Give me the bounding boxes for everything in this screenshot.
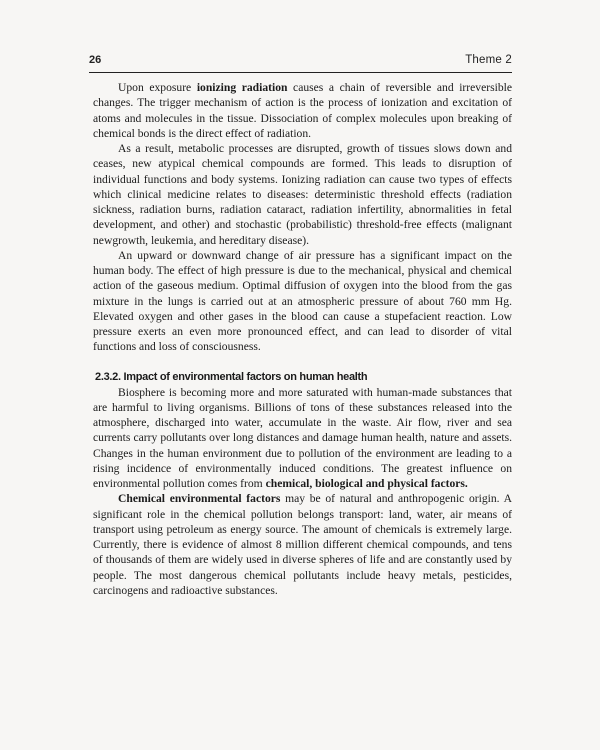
term-chemical-factors: Chemical environmental factors xyxy=(118,492,281,506)
paragraph-ionizing-radiation: Upon exposure ionizing radiation causes a chain of reversible and irreversible changes. The trigger mechanism of action is the process of ionization and excitation of atoms and molecules in the tissue. Dissociation of complex molecules upon breaking of chemical bonds is the direct effect of radiation. xyxy=(93,81,513,140)
term-ionizing-radiation: ionizing radiation xyxy=(196,81,288,94)
paragraph-chemical-factors: Chemical environmental factors may be of natural and anthropogenic origin. A significant role in the chemical pollution belongs transport: land, water, air means of transport using petroleum as energy source. The amount of chemicals is extremely large. Currently, there is evidence of almost 8 million different chemical compounds, and tens of thousands of them are widely used in diverse spheres of life and are constantly used by people. The most dangerous chemical pollutants include heavy metals, pesticides, carcinogens and radioactive substances. xyxy=(93,492,512,597)
header-rule xyxy=(89,72,512,73)
page-number: 26 xyxy=(89,54,102,66)
paragraph-air-pressure: An upward or downward change of air pressure has a significant impact on the human body. The effect of high pressure is due to the mechanical, physical and chemical action of the gaseous medium. Optimal diffusion of oxygen into the blood from the gas mixture in the lungs is carried out at an atmospheric pressure of about 760 mm Hg. Elevated oxygen and other gases in the blood can cause a stupefacient reaction. Low pressure exerts an even more pronounced effect, and can lead to disorder of vital functions and loss of consciousness. xyxy=(93,248,512,354)
running-head xyxy=(89,54,512,69)
paragraph-biosphere: Biosphere is becoming more and more saturated with human-made substances that are harmful to living organisms. Billions of tons of these substances released into the atmosphere, discharged into water, accumulate in the waste. Air flow, river and sea currents carry pollutants over long distances and damage human health, nature and assets. Changes in the human environment due to pollution of the environment are leading to a rising incidence of environmentally induced conditions. The greatest influence on environmental pollution comes from chemical, biological and physical factors. xyxy=(93,385,512,490)
term-factors: chemical, biological and physical factors. xyxy=(265,477,468,490)
section-heading: 2.3.2. Impact of environmental factors on human health xyxy=(95,370,368,383)
paragraph-metabolic-effects: As a result, metabolic processes are disrupted, growth of tissues slows down and ceases, new atypical chemical compounds are formed. This leads to disruption of individual functions and body systems. Ionizing radiation can cause two types of effects which clinical medicine relates to diseases: deterministic threshold effects (radiation sickness, radiation burns, radiation cataract, radiation infertility, abnormalities in fetal development, and other) and stochastic (probabilistic) threshold-free effects (malignant newgrowth, leukemia, and hereditary disease). xyxy=(93,142,512,247)
page-body xyxy=(93,80,512,598)
section-title: Theme 2 xyxy=(465,54,512,66)
